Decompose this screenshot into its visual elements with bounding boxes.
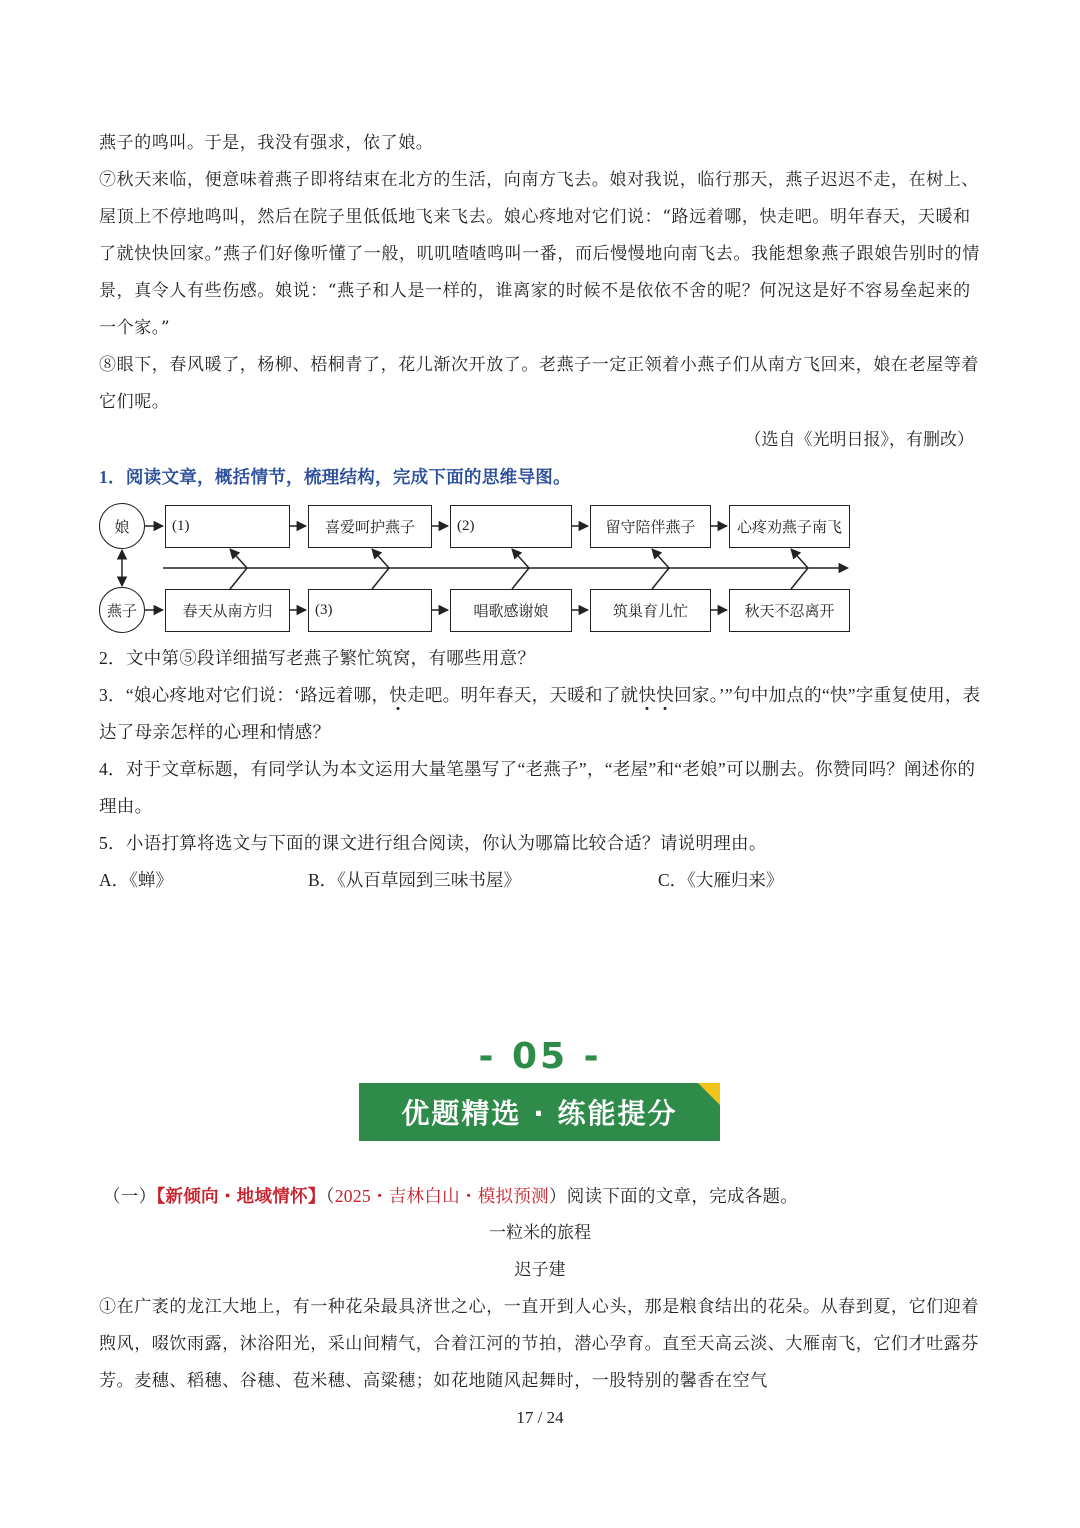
- option-c: C．《大雁归来》: [658, 870, 784, 890]
- option-b: B．《从百草园到三味书屋》: [308, 870, 521, 890]
- passage-source: （选自《光明日报》，有删改）: [744, 430, 974, 450]
- emphasis-dot-char: 快: [638, 685, 657, 705]
- section-banner: [359, 1083, 720, 1141]
- mind-map-top-box-2: 喜爱呵护燕子: [308, 505, 432, 548]
- mind-map-bottom-box-4: 筑巢育儿忙: [590, 589, 711, 632]
- emphasis-dot-char: 快: [389, 685, 408, 705]
- page-number: 17 / 24: [516, 1408, 564, 1427]
- exercise-source: 2025・吉林白山・模拟预测: [334, 1186, 549, 1206]
- banner-corner-decoration: [698, 1083, 720, 1105]
- question-5-options: [99, 862, 984, 899]
- mind-map-bottom-box-2: (3): [308, 589, 432, 632]
- question-1: 1．阅读文章，概括情节，梳理结构，完成下面的思维导图。: [99, 467, 571, 487]
- question-3: 3．“娘心疼地对它们说：‘路远着哪，快走吧。明年春天，天暖和了就快快回家。’”句中加点的“快”字重复使用，表达了母亲怎样的心理和情感？: [99, 685, 981, 742]
- section-title: 优题精选 · 练能提分: [401, 1097, 678, 1130]
- mind-map-top-box-4: 留守陪伴燕子: [590, 505, 711, 548]
- exercise-header: （一）【新倾向・地域情怀】（2025・吉林白山・模拟预测）阅读下面的文章，完成各题。: [103, 1186, 799, 1206]
- mind-map-swallow-node: 燕子: [99, 587, 145, 633]
- passage-line: 燕子的鸣叫。于是，我没有强求，依了娘。: [99, 133, 434, 153]
- passage-paragraph-7: ⑦秋天来临，便意味着燕子即将结束在北方的生活，向南方飞去。娘对我说，临行那天，燕子迟迟不走，在树上、屋顶上不停地鸣叫，然后在院子里低低地飞来飞去。娘心疼地对它们说：“路远着哪，快走吧。明年春天，天暖和了就快快回家。”燕子们好像听懂了一般，叽叽喳喳鸣叫一番，而后慢慢地向南飞去。我能想象燕子跟娘告别时的情景，真令人有些伤感。娘说：“燕子和人是一样的，谁离家的时候不是依依不舍的呢？何况这是好不容易垒起来的一个家。”: [99, 170, 980, 338]
- mind-map-bottom-box-3: 唱歌感谢娘: [450, 589, 572, 632]
- mind-map-top-box-1: (1): [165, 505, 290, 548]
- article-paragraph-1: ①在广袤的龙江大地上，有一种花朵最具济世之心，一直开到人心头，那是粮食结出的花朵。从春到夏，它们迎着煦风，啜饮雨露，沐浴阳光，采山间精气，合着江河的节拍，潜心孕育。直至天高云淡、大雁南飞，它们才吐露芬芳。麦穗、稻穗、谷穗、苞米穗、高粱穗；如花地随风起舞时，一股特别的馨香在空气: [99, 1297, 979, 1391]
- article-title: 一粒米的旅程: [489, 1223, 591, 1243]
- mind-map-bottom-box-1: 春天从南方归: [165, 589, 290, 632]
- question-2: 2．文中第⑤段详细描写老燕子繁忙筑窝，有哪些用意？: [99, 648, 536, 668]
- emphasis-dot-char: 快: [656, 685, 675, 705]
- question-5: 5．小语打算将选文与下面的课文进行组合阅读，你认为哪篇比较合适？请说明理由。: [99, 833, 767, 853]
- mind-map-mother-node: 娘: [99, 503, 145, 549]
- passage-paragraph-8: ⑧眼下，春风暖了，杨柳、梧桐青了，花儿渐次开放了。老燕子一定正领着小燕子们从南方飞回来，娘在老屋等着它们呢。: [99, 355, 979, 412]
- article-author: 迟子建: [514, 1260, 566, 1280]
- mind-map-bottom-box-5: 秋天不忍离开: [729, 589, 850, 632]
- section-number: - 05 -: [478, 1036, 602, 1077]
- exercise-tag: 【新倾向・地域情怀】: [156, 1186, 326, 1206]
- mind-map-top-box-5: 心疼劝燕子南飞: [729, 505, 850, 548]
- question-4: 4．对于文章标题，有同学认为本文运用大量笔墨写了“老燕子”，“老屋”和“老娘”可以删去。你赞同吗？阐述你的理由。: [99, 759, 976, 816]
- option-a: A．《蝉》: [99, 870, 173, 890]
- mind-map-top-box-3: (2): [450, 505, 572, 548]
